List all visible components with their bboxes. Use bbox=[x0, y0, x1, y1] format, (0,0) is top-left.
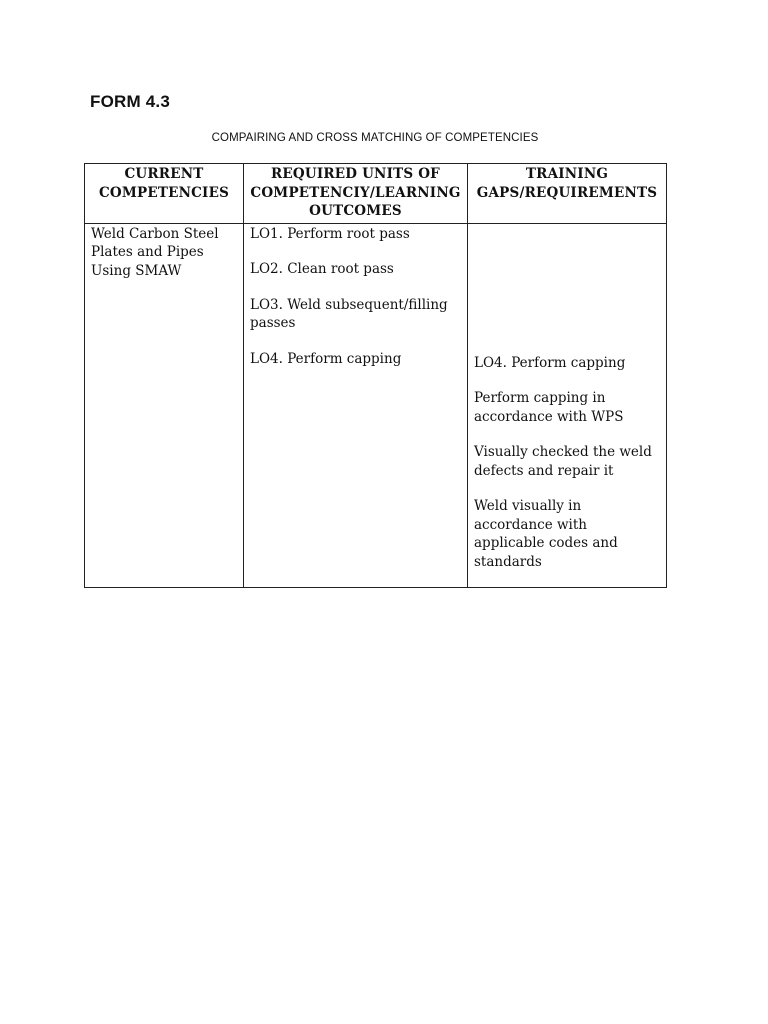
table-row bbox=[85, 223, 667, 587]
learning-outcomes-cell bbox=[244, 223, 468, 587]
header-required-units: REQUIRED UNITS OF COMPETENCIY/LEARNING OUTCOMES bbox=[244, 164, 468, 224]
form-subtitle: COMPAIRING AND CROSS MATCHING OF COMPETENCIES bbox=[211, 132, 539, 144]
learning-outcome-1: LO1. Perform root pass bbox=[250, 225, 410, 242]
training-gap-3: Visually checked the weld defects and repair it bbox=[474, 444, 652, 479]
training-gaps-cell bbox=[468, 223, 667, 587]
header-training-gaps: TRAINING GAPS/REQUIREMENTS bbox=[468, 164, 667, 224]
training-gap-4: Weld visually in accordance with applicable codes and standards bbox=[474, 498, 618, 570]
header-current-competencies: CURRENT COMPETENCIES bbox=[85, 164, 244, 224]
training-gap-2: Perform capping in accordance with WPS bbox=[474, 390, 624, 425]
training-gaps-spacer bbox=[474, 225, 660, 354]
form-title: FORM 4.3 bbox=[90, 92, 171, 111]
learning-outcome-2: LO2. Clean root pass bbox=[250, 261, 394, 277]
learning-outcome-3: LO3. Weld subsequent/filling passes bbox=[250, 296, 448, 331]
table-header-row bbox=[85, 164, 667, 224]
training-gap-1: LO4. Perform capping bbox=[474, 354, 626, 371]
current-competency-cell bbox=[85, 223, 244, 587]
learning-outcome-4: LO4. Perform capping bbox=[250, 350, 402, 367]
competencies-table bbox=[84, 163, 667, 588]
current-competency-text: Weld Carbon Steel Plates and Pipes Using SMAW bbox=[91, 225, 219, 279]
